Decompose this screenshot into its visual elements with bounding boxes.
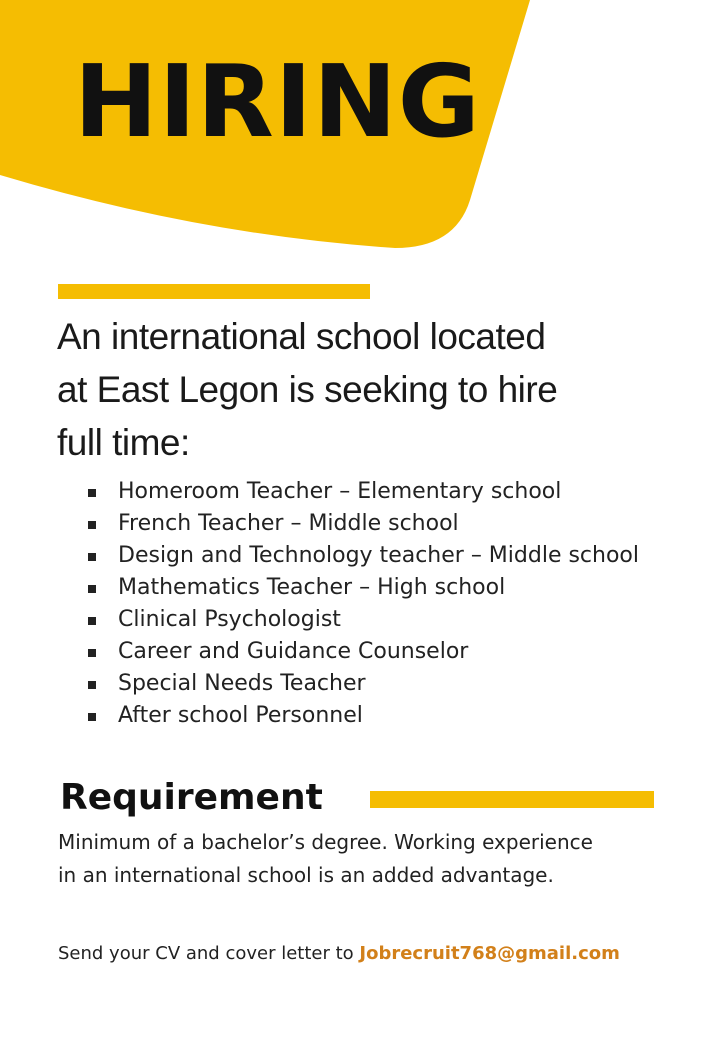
square-bullet-icon <box>88 585 96 593</box>
list-item <box>88 636 639 668</box>
intro-line: An international school located <box>57 316 546 357</box>
requirement-line: Minimum of a bachelor’s degree. Working experience <box>58 830 593 854</box>
list-item <box>88 476 639 508</box>
list-item <box>88 668 639 700</box>
contact-prefix: Send your CV and cover letter to <box>58 943 360 964</box>
requirement-text <box>58 826 698 892</box>
position-label: Design and Technology teacher – Middle school <box>118 543 640 568</box>
list-item <box>88 508 639 540</box>
square-bullet-icon <box>88 713 96 721</box>
list-item <box>88 700 639 732</box>
square-bullet-icon <box>88 489 96 497</box>
positions-list <box>88 476 639 732</box>
intro-line: at East Legon is seeking to hire <box>57 369 558 410</box>
square-bullet-icon <box>88 617 96 625</box>
position-label: Special Needs Teacher <box>118 671 366 696</box>
requirement-line: in an international school is an added advantage. <box>58 863 554 887</box>
position-label: Clinical Psychologist <box>118 607 341 632</box>
email-address: Jobrecruit768@gmail.com <box>359 943 620 964</box>
position-label: Mathematics Teacher – High school <box>118 575 506 600</box>
requirement-accent-bar <box>370 791 654 808</box>
list-item <box>88 572 639 604</box>
page-title: HIRING <box>74 43 481 160</box>
requirement-heading: Requirement <box>60 777 323 818</box>
accent-divider <box>58 284 370 299</box>
intro-line: full time: <box>57 422 190 463</box>
square-bullet-icon <box>88 521 96 529</box>
position-label: French Teacher – Middle school <box>118 511 459 536</box>
position-label: Career and Guidance Counselor <box>118 639 469 664</box>
contact-line <box>58 940 620 968</box>
position-label: Homeroom Teacher – Elementary school <box>118 479 562 504</box>
position-label: After school Personnel <box>118 703 363 728</box>
intro-text <box>57 310 697 469</box>
list-item <box>88 604 639 636</box>
square-bullet-icon <box>88 553 96 561</box>
list-item <box>88 540 639 572</box>
square-bullet-icon <box>88 649 96 657</box>
square-bullet-icon <box>88 681 96 689</box>
